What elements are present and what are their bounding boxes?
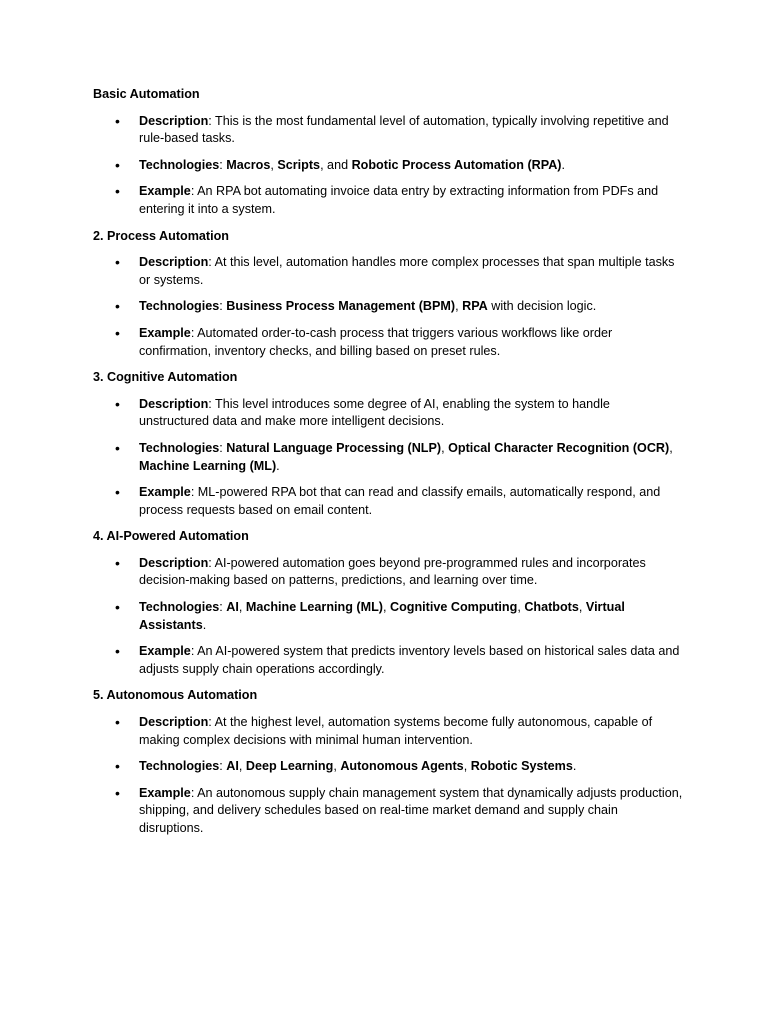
body-text: : An RPA bot automating invoice data entry by extracting information from PDFs and entering it into a system. [139,184,659,216]
bold-text: Chatbots [524,600,579,615]
bold-text: Machine Learning (ML) [245,600,383,615]
section [93,86,683,219]
section [93,369,683,519]
body-text: : At the highest level, automation systems become fully autonomous, capable of making complex decisions with minimal human intervention. [139,715,653,747]
bold-text: Technologies [139,600,220,615]
bold-text: Example [139,325,191,340]
body-text: : An AI-powered system that predicts inventory levels based on historical sales data and adjusts supply chain operations accordingly. [139,644,680,676]
list-item [93,758,683,776]
list-item [93,484,683,519]
bold-text: Description [139,113,209,128]
bullet-icon: • [115,439,120,456]
bullet-list [93,113,683,219]
section-title: Basic Automation [93,87,200,101]
bold-text: Technologies [139,759,220,774]
body-text: , [238,600,246,615]
bold-text: AI [226,759,239,774]
bold-text: Description [139,555,209,570]
bold-text: Example [139,184,191,199]
body-text: , [382,600,390,615]
list-item [93,555,683,590]
body-text: , [238,759,246,774]
section-title: 4. AI-Powered Automation [93,529,249,544]
list-item [93,785,683,838]
list-item [93,157,683,175]
bullet-icon: • [115,758,120,775]
list-item [93,440,683,475]
list-item [93,254,683,289]
body-text: . [276,458,280,473]
bullet-icon: • [115,395,120,412]
bullet-icon: • [115,183,120,200]
bold-text: Robotic Process Automation (RPA) [351,157,562,172]
body-text: , [455,299,463,314]
body-text: with decision logic. [487,299,597,314]
bullet-icon: • [115,156,120,173]
body-text: : ML-powered RPA bot that can read and classify emails, automatically respond, and process requests based on email content. [139,485,661,517]
document-page [93,86,683,847]
body-text: : [219,299,227,314]
bullet-icon: • [115,484,120,501]
bullet-list [93,396,683,520]
body-text: : AI-powered automation goes beyond pre-programmed rules and incorporates decision-making based on patterns, predictions, and learning over time. [139,555,646,588]
list-item [93,714,683,749]
body-text: : [219,759,227,774]
section [93,228,683,361]
bullet-icon: • [115,324,120,341]
bold-text: Technologies [139,157,220,172]
bold-text: Description [139,255,209,270]
list-item [93,183,683,218]
bold-text: Deep Learning [245,759,334,774]
body-text: , [669,440,673,455]
bold-text: Example [139,644,191,659]
bold-text: Scripts [277,157,321,172]
bold-text: Autonomous Agents [340,759,464,774]
section [93,687,683,837]
body-text: , [463,759,471,774]
bold-text: Virtual Assistants [139,600,625,632]
bold-text: Cognitive Computing [389,600,518,615]
bullet-icon: • [115,554,120,571]
section-title: 3. Cognitive Automation [93,370,238,385]
bullet-icon: • [115,112,120,129]
body-text: . [202,617,207,632]
body-text: : Automated order-to-cash process that triggers various workflows like order confirmation, inventory checks, and billing based on preset rules. [139,325,613,358]
bold-text: Technologies [139,299,220,314]
bullet-icon: • [115,643,120,660]
bold-text: Optical Character Recognition (OCR) [448,440,670,455]
body-text: : At this level, automation handles more complex processes that span multiple tasks or systems. [139,255,675,287]
bullet-icon: • [115,714,120,731]
list-item [93,325,683,360]
list-item [93,599,683,634]
body-text: : An autonomous supply chain management system that dynamically adjusts production, shipping, and delivery schedules based on real-time market demand and supply chain disruptions. [139,785,683,835]
bullet-icon: • [115,784,120,801]
body-text: . [561,157,565,172]
body-text: : [219,600,227,615]
bullet-icon: • [115,298,120,315]
bullet-icon: • [115,599,120,616]
list-item [93,113,683,148]
body-text: , and [320,157,352,172]
section-title: 5. Autonomous Automation [93,688,258,703]
list-item [93,298,683,316]
bold-text: Example [139,785,191,800]
bullet-icon: • [115,254,120,271]
bullet-list [93,714,683,838]
body-text: : This level introduces some degree of AI, enabling the system to handle unstructured data and make more intelligent decisions. [139,396,610,429]
bold-text: Description [139,715,209,730]
bullet-list [93,555,683,679]
bold-text: Technologies [139,440,220,455]
bold-text: Natural Language Processing (NLP) [226,440,442,455]
body-text: , [578,600,586,615]
bold-text: Business Process Management (BPM) [226,299,456,314]
list-item [93,396,683,431]
bold-text: Description [139,396,209,411]
body-text: . [572,759,577,774]
bold-text: Example [139,485,191,500]
bold-text: AI [226,600,239,615]
body-text: : This is the most fundamental level of automation, typically involving repetitive and rule-based tasks. [139,113,669,146]
bold-text: Robotic Systems [470,759,573,774]
body-text: : [219,440,227,455]
bold-text: Macros [226,157,271,172]
section [93,528,683,678]
bold-text: RPA [462,299,488,314]
body-text: : [219,157,227,172]
bold-text: Machine Learning (ML) [139,458,277,473]
bullet-list [93,254,683,360]
body-text: , [333,759,341,774]
section-title: 2. Process Automation [93,228,229,243]
body-text: , [517,600,525,615]
body-text: , [270,157,278,172]
body-text: , [441,440,449,455]
list-item [93,643,683,678]
